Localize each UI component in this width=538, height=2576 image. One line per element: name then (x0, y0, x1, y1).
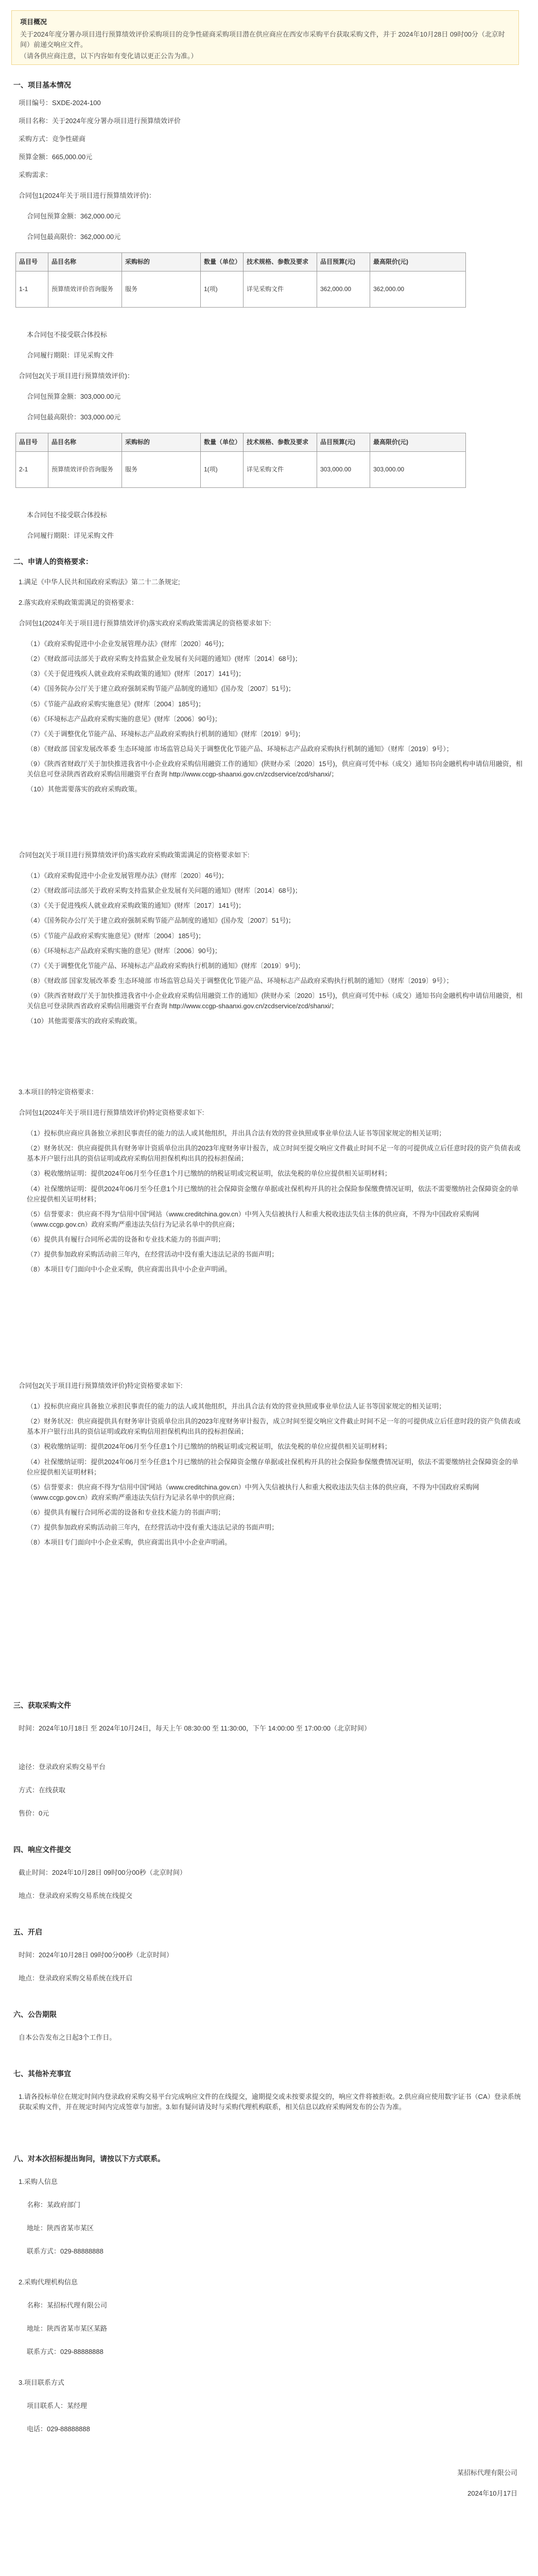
list-item: （1）投标供应商应具备独立承担民事责任的能力的法人或其他组织，并出具合法有效的营业执照或事业单位法人证书等国家规定的相关证明； (27, 1402, 446, 1410)
col-header: 品目号 (16, 433, 48, 452)
section-4-heading: 四、响应文件提交 (13, 1845, 71, 1854)
col-header: 数量（单位） (201, 433, 244, 452)
package-2-special-list (27, 1401, 523, 1553)
document-price: 售价：0元 (19, 1809, 49, 1817)
list-item: （3）税收缴纳证明：提供2024年06月至今任意1个月已缴纳的纳税证明或完税证明，依法免税的单位应提供相关证明材料； (27, 1443, 391, 1451)
list-item: （8）《财政部 国家发展改革委 生态环境部 市场监管总局关于调整优化节能产品、环境标志产品政府采购执行机制的通知》（财库〔2019〕9号）； (27, 976, 453, 985)
requirement-label: 采购需求： (19, 171, 53, 179)
col-header: 品目名称 (48, 253, 122, 272)
list-item: （9）《陕西省财政厅关于加快推进我省中小企业政府采购信用融资工作的通知》(陕财办采〔2020〕15号)，供应商可凭中标（成交）通知书向金融机构申请信用融资，相关信息可登录陕西省政府采购信用融资平台查询 http://www.ccgp-shaanxi.gov.cn/zcdservice/zcd/shanxi/； (27, 992, 523, 1010)
project-number: 项目编号：SXDE-2024-100 (19, 99, 101, 107)
list-item: （6）提供具有履行合同所必需的设备和专业技术能力的书面声明； (27, 1235, 225, 1244)
table-cell: 预算绩效评价咨询服务 (48, 451, 122, 487)
table-row (16, 451, 466, 487)
contact-phone: 电话：029-88888888 (27, 2425, 90, 2433)
list-item: （9）《陕西省财政厅关于加快推进我省中小企业政府采购信用融资工作的通知》(陕财办采〔2020〕15号)，供应商可凭中标（成交）通知书向金融机构申请信用融资，相关信息可登录陕西省政府采购信用融资平台查询 http://www.ccgp-shaanxi.gov.cn/zcdservice/zcd/shanxi/； (27, 760, 523, 778)
document-method: 方式：在线获取 (19, 1786, 66, 1794)
document-way: 途径：登录政府采购交易平台 (19, 1763, 106, 1771)
list-item: （5）信誉要求：供应商不得为“信用中国”网站（www.creditchina.gov.cn）中列入失信被执行人和重大税收违法失信主体的供应商，不得为中国政府采购网（www.ccgp.gov.cn）政府采购严重违法失信行为记录名单中的供应商； (27, 1483, 479, 1501)
list-item: （10）其他需要落实的政府采购政策。 (27, 1017, 142, 1025)
table-cell: 1(项) (201, 271, 244, 307)
col-header: 品目预算(元) (317, 433, 370, 452)
package-2-budget: 合同包预算金额：303,000.00元 (27, 393, 121, 400)
buyer-contact: 联系方式：029-88888888 (27, 2247, 103, 2255)
list-item: （2）财务状况：供应商提供具有财务审计资质单位出具的2023年度财务审计报告，成立时间至提交响应文件截止时间不足一年的可提供成立后任意时段的资产负债表或基本开户银行出具的资信证明或政府采购信用担保机构出具的投标担保函； (27, 1144, 521, 1163)
project-name: 项目名称：关于2024年度分署办项目进行预算绩效评价 (19, 117, 181, 125)
agency-name: 名称：某招标代理有限公司 (27, 2301, 108, 2309)
col-header: 采购标的 (122, 433, 201, 452)
table-header-row (16, 433, 466, 452)
package-2-max: 合同包最高限价：303,000.00元 (27, 413, 121, 421)
package-1-budget: 合同包预算金额：362,000.00元 (27, 212, 121, 220)
purchase-method: 采购方式：竞争性磋商 (19, 135, 86, 143)
list-item: （7）提供参加政府采购活动前三年内，在经营活动中没有重大违法记录的书面声明； (27, 1250, 279, 1259)
table-cell: 详见采购文件 (244, 451, 317, 487)
col-header: 技术规格、参数及要求 (244, 253, 317, 272)
list-item: （5）《节能产品政府采购实施意见》(财库〔2004〕185号)； (27, 700, 205, 708)
list-item: （1）《政府采购促进中小企业发展管理办法》(财库〔2020〕46号)； (27, 640, 228, 648)
list-item: （4）社保缴纳证明：提供2024年06月至今任意1个月已缴纳的社会保障资金缴存单据或社保机构开具的社会保险参保缴费情况证明，依法不需要缴纳社会保障资金的单位应提供相关证明材料； (27, 1184, 518, 1203)
table-cell: 362,000.00 (370, 271, 466, 307)
list-item: （8）《财政部 国家发展改革委 生态环境部 市场监管总局关于调整优化节能产品、环境标志产品政府采购执行机制的通知》（财库〔2019〕9号）； (27, 744, 453, 753)
list-item: （10）其他需要落实的政府采购政策。 (27, 785, 142, 793)
package-1-policy-head: 合同包1(2024年关于项目进行预算绩效评价)落实政府采购政策需满足的资格要求如下: (19, 619, 271, 627)
table-cell: 2-1 (16, 451, 48, 487)
package-2-table (15, 433, 466, 488)
table-cell: 预算绩效评价咨询服务 (48, 271, 122, 307)
opening-time: 时间：2024年10月28日 09时00分00秒（北京时间） (19, 1951, 173, 1959)
package-1-name: 合同包1(2024年关于项目进行预算绩效评价)： (19, 192, 155, 199)
buyer-name: 名称：某政府部门 (27, 2201, 81, 2209)
table-cell: 362,000.00 (317, 271, 370, 307)
table-header-row (16, 253, 466, 272)
supplementary-text: 1.请各投标单位在规定时间内登录政府采购交易平台完成响应文件的在线提交，逾期提交或未按要求提交的，响应文件将被拒收。2.供应商应使用数字证书（CA）登录系统获取采购文件，并在规定时间内完成签章与加密。3.如有疑问请及时与采购代理机构联系，相关信息以政府采购网发布的公告为准。 (19, 2093, 521, 2111)
list-item: （4）《国务院办公厅关于建立政府强制采购节能产品制度的通知》(国办发〔2007〕51号)； (27, 917, 295, 925)
list-item: （3）《关于促进残疾人就业政府采购政策的通知》(财库〔2017〕141号)； (27, 670, 245, 678)
list-item: （6）《环境标志产品政府采购实施的意见》(财库〔2006〕90号)； (27, 715, 221, 723)
list-item: （4）社保缴纳证明：提供2024年06月至今任意1个月已缴纳的社会保障资金缴存单据或社保机构开具的社会保险参保缴费情况证明，依法不需要缴纳社会保障资金的单位应提供相关证明材料； (27, 1458, 518, 1476)
opening-place: 地点：登录政府采购交易系统在线开启 (19, 1974, 133, 1982)
package-1-table (15, 252, 466, 308)
package-1-special-list (27, 1128, 523, 1280)
col-header: 品目名称 (48, 433, 122, 452)
col-header: 数量（单位） (201, 253, 244, 272)
list-item: （5）信誉要求：供应商不得为“信用中国”网站（www.creditchina.gov.cn）中列入失信被执行人和重大税收违法失信主体的供应商，不得为中国政府采购网（www.ccgp.gov.cn）政府采购严重违法失信行为记录名单中的供应商； (27, 1210, 479, 1228)
submission-deadline: 截止时间：2024年10月28日 09时00分00秒（北京时间） (19, 1869, 186, 1876)
table-row (16, 271, 466, 307)
table-cell: 详见采购文件 (244, 271, 317, 307)
package-2-term: 合同履行期限：详见采购文件 (27, 532, 114, 539)
list-item: （5）《节能产品政府采购实施意见》(财库〔2004〕185号)； (27, 931, 205, 940)
list-item: （1）《政府采购促进中小企业发展管理办法》(财库〔2020〕46号)； (27, 872, 228, 879)
table-cell: 303,000.00 (317, 451, 370, 487)
section-2-heading: 二、申请人的资格要求： (13, 557, 93, 566)
buyer-address: 地址：陕西省某市某区 (27, 2224, 94, 2232)
qualification-2: 2.落实政府采购政策需满足的资格要求： (19, 599, 138, 606)
list-item: （6）提供具有履行合同所必需的设备和专业技术能力的书面声明； (27, 1509, 225, 1517)
list-item: （2）《财政部司法部关于政府采购支持监狱企业发展有关问题的通知》(财库〔2014〕68号)； (27, 655, 302, 663)
section-1-heading: 一、项目基本情况 (13, 81, 71, 89)
table-cell: 服务 (122, 271, 201, 307)
section-5-heading: 五、开启 (13, 1928, 42, 1936)
col-header: 最高限价(元) (370, 433, 466, 452)
list-item: （3）《关于促进残疾人就业政府采购政策的通知》(财库〔2017〕141号)； (27, 902, 245, 910)
list-item: （7）《关于调整优化节能产品、环境标志产品政府采购执行机制的通知》(财库〔2019〕9号)； (27, 730, 305, 738)
agency-title: 2.采购代理机构信息 (19, 2278, 78, 2286)
package-2-policy-list (27, 871, 523, 1031)
submission-place: 地点：登录政府采购交易系统在线提交 (19, 1892, 133, 1900)
list-item: （8）本项目专门面向中小企业采购，供应商需出具中小企业声明函。 (27, 1538, 232, 1547)
notice-period: 自本公告发布之日起3个工作日。 (19, 2033, 116, 2041)
section-8-heading: 八、对本次招标提出询问，请按以下方式联系。 (13, 2155, 165, 2163)
list-item: （2）财务状况：供应商提供具有财务审计资质单位出具的2023年度财务审计报告，成立时间至提交响应文件截止时间不足一年的可提供成立后任意时段的资产负债表或基本开户银行出具的资信证明或政府采购信用担保机构出具的投标担保函； (27, 1417, 521, 1436)
contact-person: 项目联系人：某经理 (27, 2402, 88, 2410)
col-header: 采购标的 (122, 253, 201, 272)
project-summary-box (11, 10, 519, 65)
budget-amount: 预算金额：665,000.00元 (19, 153, 93, 161)
package-1-term: 合同履行期限：详见采购文件 (27, 351, 114, 359)
package-1-special-head: 合同包1(2024年关于项目进行预算绩效评价)特定资格要求如下: (19, 1109, 204, 1116)
package-1-note: 本合同包不接受联合体投标 (27, 331, 108, 338)
list-item: （7）提供参加政府采购活动前三年内，在经营活动中没有重大违法记录的书面声明； (27, 1523, 279, 1532)
package-1-max: 合同包最高限价：362,000.00元 (27, 233, 121, 241)
col-header: 品目号 (16, 253, 48, 272)
list-item: （2）《财政部司法部关于政府采购支持监狱企业发展有关问题的通知》(财库〔2014〕68号)； (27, 887, 302, 895)
table-cell: 1(项) (201, 451, 244, 487)
section-7-heading: 七、其他补充事宜 (13, 2070, 71, 2078)
buyer-title: 1.采购人信息 (19, 2178, 58, 2185)
summary-line: 关于2024年度分署办项目进行预算绩效评价采购项目的竞争性磋商采购项目潜在供应商应在西安市采购平台获取采购文件，并于 2024年10月28日 09时00分（北京时间）前递交响应文件。 (20, 30, 505, 49)
table-cell: 服务 (122, 451, 201, 487)
col-header: 技术规格、参数及要求 (244, 433, 317, 452)
col-header: 最高限价(元) (370, 253, 466, 272)
list-item: （1）投标供应商应具备独立承担民事责任的能力的法人或其他组织，并出具合法有效的营业执照或事业单位法人证书等国家规定的相关证明； (27, 1129, 446, 1137)
package-2-special-head: 合同包2(关于项目进行预算绩效评价)特定资格要求如下: (19, 1382, 183, 1389)
table-cell: 303,000.00 (370, 451, 466, 487)
footer-date: 2024年10月17日 (467, 2489, 517, 2497)
agency-address: 地址：陕西省某市某区某路 (27, 2325, 108, 2332)
summary-note: （请各供应商注意，以下内容如有变化请以更正公告为准。） (20, 52, 198, 60)
qualification-3: 3.本项目的特定资格要求： (19, 1088, 98, 1096)
table-cell: 1-1 (16, 271, 48, 307)
footer-organization: 某招标代理有限公司 (457, 2469, 517, 2477)
agency-contact: 联系方式：029-88888888 (27, 2348, 103, 2355)
list-item: （4）《国务院办公厅关于建立政府强制采购节能产品制度的通知》(国办发〔2007〕51号)； (27, 685, 295, 693)
list-item: （6）《环境标志产品政府采购实施的意见》(财库〔2006〕90号)； (27, 946, 221, 955)
section-3-heading: 三、获取采购文件 (13, 1701, 71, 1709)
section-6-heading: 六、公告期限 (13, 2010, 57, 2019)
list-item: （7）《关于调整优化节能产品、环境标志产品政府采购执行机制的通知》(财库〔2019〕9号)； (27, 961, 305, 970)
package-2-note: 本合同包不接受联合体投标 (27, 511, 108, 519)
document-time: 时间：2024年10月18日 至 2024年10月24日，每天上午 08:30:00 至 11:30:00，下午 14:00:00 至 17:00:00（北京时间） (19, 1724, 371, 1732)
list-item: （3）税收缴纳证明：提供2024年06月至今任意1个月已缴纳的纳税证明或完税证明，依法免税的单位应提供相关证明材料； (27, 1170, 391, 1178)
package-2-policy-head: 合同包2(关于项目进行预算绩效评价)落实政府采购政策需满足的资格要求如下: (19, 851, 250, 859)
summary-title: 项目概况 (20, 18, 47, 26)
qualification-1: 1.满足《中华人民共和国政府采购法》第二十二条规定; (19, 578, 180, 586)
contact-title: 3.项目联系方式 (19, 2379, 64, 2386)
col-header: 品目预算(元) (317, 253, 370, 272)
package-2-name: 合同包2(关于项目进行预算绩效评价)： (19, 372, 134, 380)
list-item: （8）本项目专门面向中小企业采购，供应商需出具中小企业声明函。 (27, 1265, 232, 1274)
package-1-policy-list (27, 639, 523, 800)
